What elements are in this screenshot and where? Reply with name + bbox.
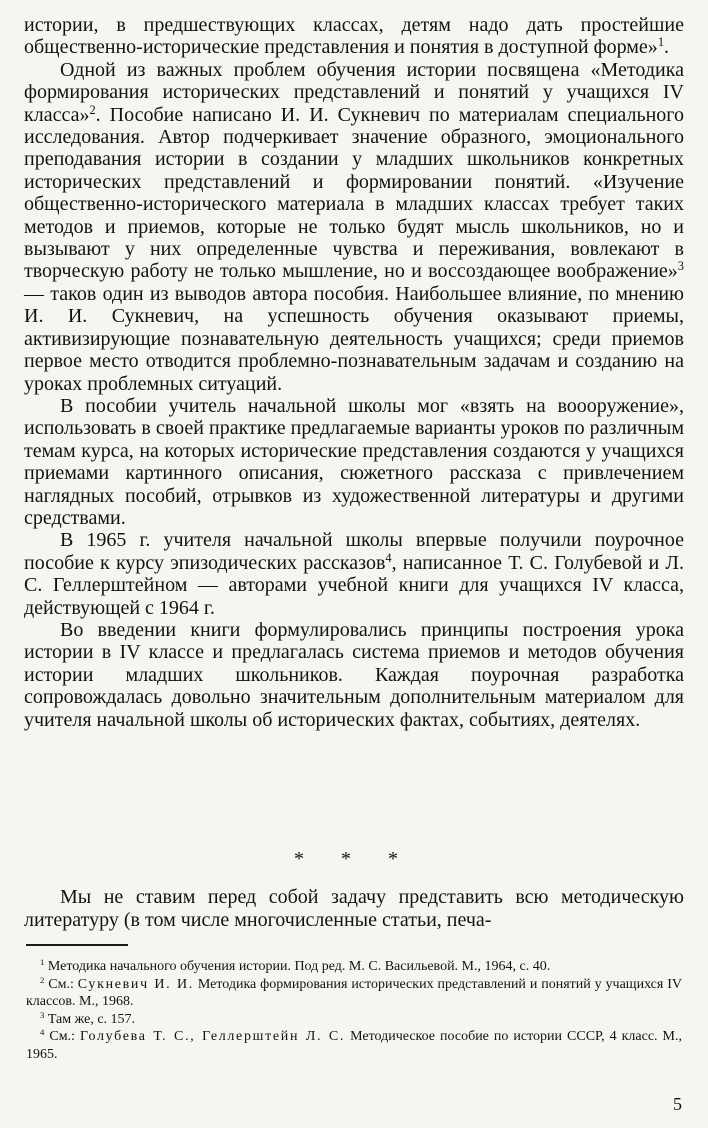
main-text <box>24 14 684 731</box>
paragraph-text: . Пособие написано И. И. Сукневич по материалам специального исследования. Автор подчеркивает значение образного, эмоционального преподавания истории в создании у младших школьников конкретных исторических представлений и формировании понятий. «Изучение общественно-исторического материала в младших классах требует таких методов и приемов, которые не только будят мысль школьников, но и вызывают у них определенные чувства и переживания, вовлекают в творческую работу не только мышление, но и воссоздающее воображение» <box>24 103 684 283</box>
paragraph-2 <box>24 59 684 395</box>
paragraph-5: Во введении книги формулировались принципы построения урока истории в IV классе и предлагалась система приемов и методов обучения истории младших школьников. Каждая поурочная разработка сопровождалась довольно значительным дополнительным материалом для учителя начальной школы об исторических фактах, событиях, деятелях. <box>24 618 684 731</box>
paragraph-text: , написанное Т. С. Голубевой и Л. С. Геллерштейном — авторами учебной книги для учащихся IV класса, действующей с 1964 г. <box>24 551 684 619</box>
footnote-rule <box>26 944 128 946</box>
paragraph-1: истории, в предшествующих классах, детям надо дать простейшие общественно-исторические представления и понятия в доступной форме»$^1$. <box>24 14 684 59</box>
footnote-ref-4: 4 <box>385 550 392 565</box>
paragraph-3: В пособии учитель начальной школы мог «взять на воооружение», использовать в своей практике предлагаемые варианты уроков по различным темам курса, на которых исторические представления создаются у учащихся приемами картинного описания, сюжетного рассказа с привлечением наглядных пособий, отрывков из художественной литературы и другими средствами. <box>24 394 684 529</box>
footnote-lead: См.: <box>44 1029 80 1044</box>
paragraph-4 <box>24 529 684 619</box>
footnote-ref-2: 2 <box>89 102 96 117</box>
footnote-1 <box>26 958 682 976</box>
page-number: 5 <box>673 1094 682 1114</box>
paragraph-6: Мы не ставим перед собой задачу представить всю методическую литературу (в том числе многочисленные статьи, печа- <box>24 886 684 931</box>
footnote-mark: 3 <box>40 1009 45 1020</box>
paragraph-text: В 1965 г. учителя начальной школы впервые получили поурочное пособие к курсу эпизодических рассказов <box>24 529 684 574</box>
closing-text <box>24 886 684 932</box>
footnotes <box>26 958 682 1063</box>
paragraph-text: истории, в предшествующих классах, детям надо дать простейшие общественно-исторические представления и понятия в доступной форме» <box>24 14 684 59</box>
footnote-2 <box>26 976 682 1011</box>
footnote-ref-1: 1 <box>657 35 665 50</box>
footnote-lead: См.: <box>44 976 78 992</box>
footnote-mark: 2 <box>40 974 45 985</box>
footnote-4 <box>26 1028 682 1063</box>
footnote-text: Методика формирования исторических представлений и понятий у учащихся IV классов. М., 1968. <box>26 976 682 1009</box>
paragraph-text: Одной из важных проблем обучения истории посвящена «Методика формирования исторических представлений и понятий у учащихся IV класса» <box>24 58 684 126</box>
footnote-mark: 1 <box>40 957 45 968</box>
footnote-3 <box>26 1011 682 1029</box>
section-separator: * * * <box>294 848 414 870</box>
footnote-author: Голубева Т. С., Геллерштейн Л. С. <box>79 1029 346 1044</box>
footnote-text: Методическое пособие по истории СССР, 4 класс. М., 1965. <box>26 1029 683 1062</box>
footnote-text: Там же, с. 157. <box>44 1011 136 1027</box>
footnote-author: Сукневич И. И. <box>77 976 194 992</box>
footnote-mark: 4 <box>40 1027 45 1038</box>
paragraph-text: — таков один из выводов автора пособия. Наибольшее влияние, по мнению И. И. Сукневич, на успешность обучения оказывают приемы, активизирующие познавательную деятельность учащихся; среди приемов первое место отводится проблемно-познавательным задачам и созданию на уроках проблемных ситуаций. <box>24 282 684 395</box>
footnote-ref-3: 3 <box>677 259 684 274</box>
footnote-text: Методика начального обучения истории. Под ред. М. С. Васильевой. М., 1964, с. 40. <box>44 959 551 974</box>
